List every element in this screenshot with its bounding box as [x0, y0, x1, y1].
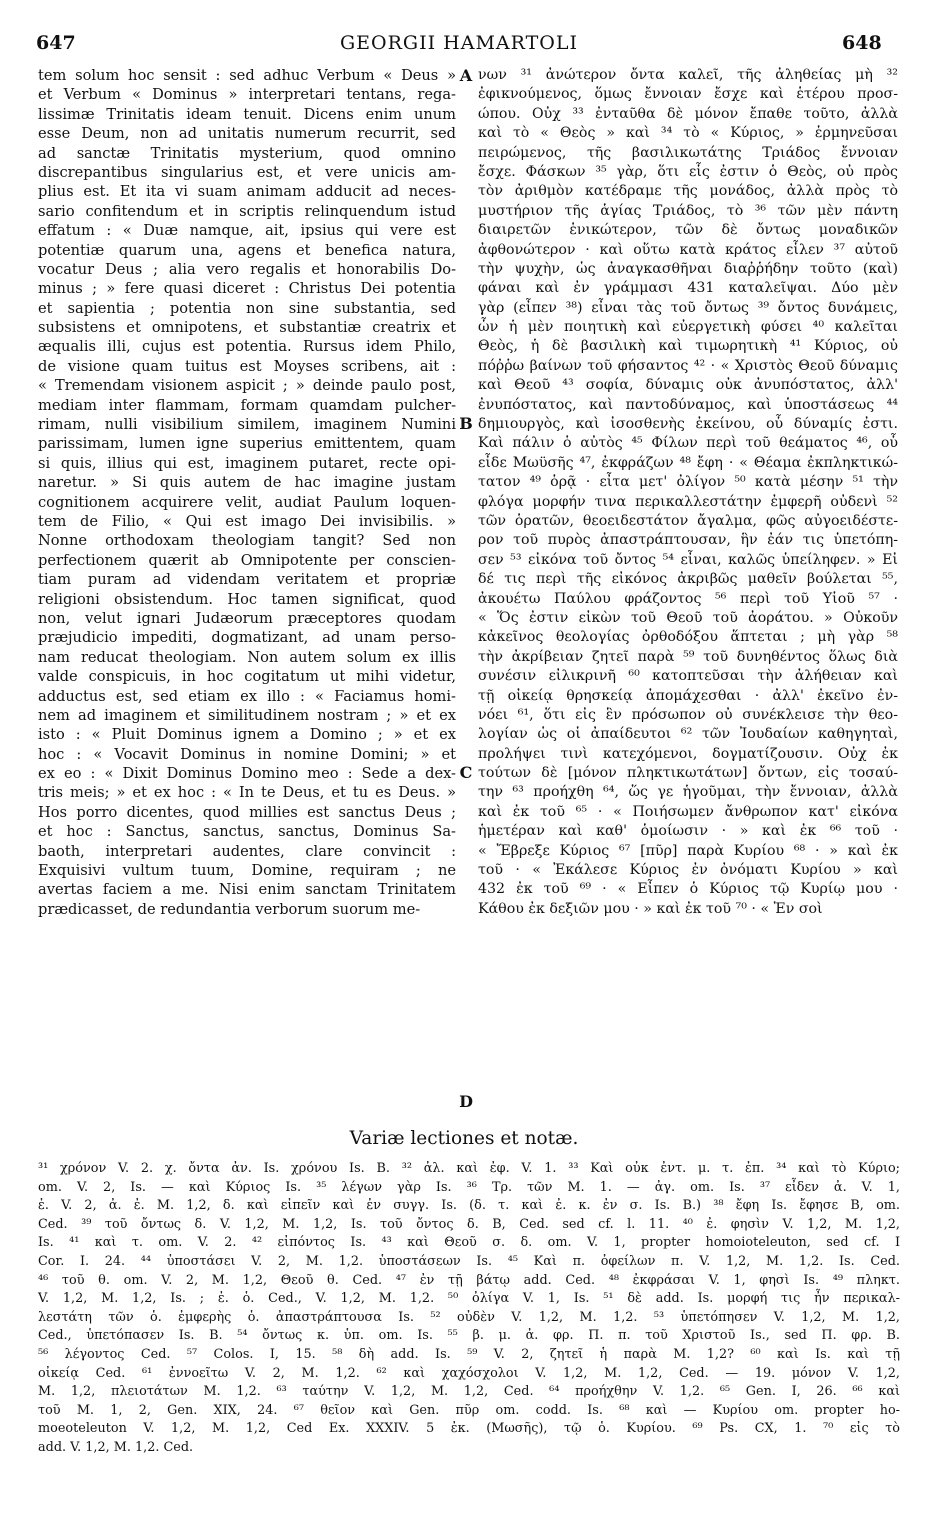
text-line: religioni obsistendum. Hoc tamen significat, quod — [38, 590, 456, 608]
margin-letter-c: C — [459, 763, 473, 782]
text-line: σεν ⁵³ εἰκόνα τοῦ ὄντος ⁵⁴ εἶναι, καλῶς ὑπείληφεν. » Εἰ — [478, 551, 898, 568]
text-line: φάναι καὶ ἐν γράμμασι 431 καταλεῖψαι. Δύο μὲν — [478, 280, 898, 297]
text-line: prædicasset, de redundantia verborum suorum me- — [38, 900, 421, 918]
text-line: hoc : « Vocavit Dominus in nomine Domini; » et — [38, 745, 456, 763]
note-line: om. V. 2, Is. — καὶ Κύριος Is. ³⁵ λέγων γὰρ Is. ³⁶ Τρ. τῶν M. 1. — ἀγ. om. Is. ³⁷ εἶδεν ἀ. V. 1, — [38, 1179, 900, 1195]
note-line: Cor. I. 24. ⁴⁴ ὑποστάσει V. 2, M. 1,2. ὑποστάσεων Is. ⁴⁵ Καὶ π. ὀφείλων π. V. 1,2, M. 1,2. Is. Ced. — [38, 1253, 900, 1269]
text-line: ἡμετέραν καὶ καθ' ὁμοίωσιν · » καὶ ἐκ ⁶⁶ τοῦ · — [478, 823, 898, 840]
note-line: τοῦ M. 1, 2, Gen. XIX, 24. ⁶⁷ θεῖον καὶ Gen. πῦρ om. codd. Is. ⁶⁸ καὶ — Κυρίου om. propter ho- — [38, 1402, 900, 1418]
text-line: ώπου. Οὐχ ³³ ἐνταῦθα δὲ μόνον ἔπαθε τοῦτο, ἀλλὰ — [478, 105, 898, 122]
text-line: Κάθου ἐκ δεξιῶν μου · » καὶ ἐκ τοῦ ⁷⁰ · « Ἐν σοὶ — [478, 900, 823, 917]
text-line: λογίαν ὡς οἱ ἀπαίδευτοι ⁶² τῶν Ἰουδαίων καθηγηταὶ, — [478, 726, 898, 743]
text-line: æqualis illi, cujus est potentia. Rursus idem Philo, — [38, 338, 456, 356]
text-line: ρον τοῦ πυρὸς ἀπαστράπτουσαν, ἣν ἐάν τις ὑπετόπη- — [478, 532, 898, 549]
text-line: et sapientia ; potentia non sine substantia, sed — [38, 299, 456, 317]
text-line: tem solum hoc sensit : sed adhuc Verbum « Deus » — [38, 67, 456, 84]
note-line: Is. ⁴¹ καὶ τ. om. V. 2. ⁴² εἰπόντος Is. ⁴³ καὶ Θεοῦ σ. δ. om. V. 1, propter homoioteleuton, sed cf. I — [38, 1235, 900, 1251]
notes-title: Variæ lectiones et notæ. — [349, 1128, 579, 1149]
note-line: Ced., ὑπετόπασεν Is. B. ⁵⁴ ὄντως κ. ὑπ. om. Is. ⁵⁵ β. μ. ἀ. φρ. Π. π. τοῦ Χριστοῦ Is., sed Π. φρ. B. — [38, 1328, 900, 1344]
text-line: et Verbum « Dominus » interpretari tentans, rega- — [38, 86, 456, 104]
text-line: διαιρετῶν ἑνικώτερον, τῶν δὲ ὄντως μοναδικῶν — [478, 222, 898, 239]
note-line: ⁴⁶ τοῦ θ. om. V. 2, M. 1,2, Θεοῦ θ. Ced. ⁴⁷ ἐν τῇ βάτῳ add. Ced. ⁴⁸ ἐκφράσαι V. 1, φησὶ Is. ⁴⁹ πληκτ. — [38, 1272, 900, 1288]
note-line: οἰκείᾳ Ced. ⁶¹ ἐννοεῖτω V. 2, M. 1,2. ⁶² καὶ χαχόσχολοι V. 1,2, M. 1,2, Ced. — 19. μόνον V. 1,2, — [38, 1365, 900, 1381]
margin-letter-b: B — [459, 414, 473, 433]
text-line: minus ; » fere quasi diceret : Christus Dei potentia — [38, 280, 456, 298]
text-line: plius est. Et ita vi suam animam adducit ad neces- — [38, 183, 456, 201]
text-line: καὶ Θεοῦ ⁴³ σοφία, δύναμις οὐκ ἀνυπόστατος, ἀλλ' — [478, 377, 898, 394]
text-line: ἀκουέτω Παύλου φράζοντος ⁵⁶ περὶ τοῦ Υἱοῦ ⁵⁷ · — [478, 590, 898, 607]
text-line: συνέσιν εἰλικρινῆ ⁶⁰ κατοπτεῦσαι τὴν ἀλήθειαν καὶ — [478, 668, 898, 685]
text-line: esse Deum, non ad unitatis numerum recurrit, sed — [38, 125, 456, 143]
note-line: λεστάτη τῶν ὁ. ἐμφερὴς ὁ. ἀπαστράπτουσα Is. ⁵² οὐδὲν V. 1,2, M. 1,2. ⁵³ ὑπετόπησεν V. 1,2, M. 1,2, — [38, 1309, 900, 1325]
text-line: γὰρ (εἶπεν ³⁸) εἶναι τὰς τοῦ ὄντως ³⁹ ὄντος δυνάμεις, — [478, 299, 898, 316]
text-line: τὸν ἀριθμὸν κατέδραμε τῆς μονάδος, ἀλλὰ πρὸς τὸ — [478, 183, 898, 200]
text-line: τῶν ὁρατῶν, θεοειδεστάτον ἄγαλμα, φῶς αὐγοειδέστε- — [478, 512, 898, 529]
text-line: valde conspicuis, in hoc cogitatum ut mihi videtur, — [38, 668, 456, 686]
text-line: subsistens et omnipotens, et substantiæ creatrix et — [38, 319, 456, 337]
text-line: πόῤῥω βαίνων τοῦ φήσαντος ⁴² · « Χριστὸς Θεοῦ δύναμις — [478, 357, 898, 374]
text-line: tris meis; » et ex hoc : « In te Deus, et tu es Deus. » — [38, 784, 456, 802]
text-line: ἀφθονώτερον · καὶ οὕτω κατὰ κράτος εἷλεν ³⁷ αὐτοῦ — [478, 241, 898, 258]
text-line: δημιουργὸς, καὶ ἰσοσθενὴς ἐκείνου, οὗ δύναμίς ἐστι. — [478, 416, 898, 433]
text-line: Καὶ πάλιν ὁ αὐτὸς ⁴⁵ Φίλων περὶ τοῦ θεάματος ⁴⁶, οὗ — [478, 435, 898, 452]
text-line: cognitionem acquirere velit, audiat Paulum loquen- — [38, 493, 456, 511]
text-line: discrepantibus singularius est, et vere unicis am- — [38, 163, 456, 181]
text-line: ἐνυπόστατος, καὶ παντοδύναμος, καὶ ὑποστάσεως ⁴⁴ — [478, 396, 898, 413]
text-line: την ⁶³ προήχθη ⁶⁴, ὥς γε ἡγοῦμαι, τὴν ἔννοιαν, ἀλλὰ — [478, 784, 898, 801]
variant-readings — [38, 1160, 900, 1458]
note-line: Ced. ³⁹ τοῦ ὄντως δ. V. 1,2, M. 1,2, Is. τοῦ ὄντος δ. B, Ced. sed cf. l. 11. ⁴⁰ ἐ. φησὶν V. 1,2, M. 1,2, — [38, 1216, 900, 1232]
text-line: effatum : « Duæ namque, ait, ipsius qui vere est — [38, 222, 456, 240]
text-line: νόει ⁶¹, ὅτι εἰς ἓν πρόσωπον οὐ συνέκλεισε τὴν θεο- — [478, 706, 898, 723]
note-line: V. 1,2, M. 1,2, Is. ; ἐ. ὁ. Ced., V. 1,2, M. 1,2. ⁵⁰ ὀλίγα V. 1, Is. ⁵¹ δὲ add. Is. μορφή τις ἦν περικαλ- — [38, 1291, 900, 1307]
running-header — [0, 32, 928, 60]
text-line: 432 ἐκ τοῦ ⁶⁹ · « Εἶπεν ὁ Κύριος τῷ Κυρίῳ μου · — [478, 881, 898, 898]
latin-column — [38, 66, 456, 919]
page-number-left: 647 — [36, 32, 76, 54]
text-line: ἔσχε. Φάσκων ³⁵ γὰρ, ὅτι εἷς ἐστιν ὁ Θεὸς, οὐ πρὸς — [478, 163, 898, 180]
text-line: νων ³¹ ἀνώτερον ὄντα καλεῖ, τῆς ἀληθείας μὴ ³² — [478, 67, 898, 83]
text-line: sario confitendum et in scriptis relinquendum istud — [38, 202, 456, 220]
text-line: lissimæ Trinitatis ideam tenuit. Dicens enim unum — [38, 105, 456, 123]
text-line: Θεὸς, ἡ δὲ βασιλικὴ καὶ τιμωρητικὴ ⁴¹ Κύριος, οὐ — [478, 338, 898, 355]
text-line: si quis, illius qui est, imaginem putaret, recte opi- — [38, 454, 456, 472]
text-line: τὴν ψυχὴν, ὡς ἀναγκασθῆναι διαῤῥήδην τοῦτο (καὶ) — [478, 260, 898, 277]
note-line: ⁵⁶ λέγοντος Ced. ⁵⁷ Colos. I, 15. ⁵⁸ δὴ add. Is. ⁵⁹ V. 2, ζητεῖ ἡ παρὰ M. 1,2? ⁶⁰ καὶ Is. καὶ τῇ — [38, 1346, 900, 1362]
text-line: φλόγα μορφήν τινα περικαλλεστάτην ἐμφερῆ οὐδενὶ ⁵² — [478, 493, 898, 510]
text-line: ad sanctæ Trinitatis mysterium, quod omnino — [38, 144, 456, 162]
text-line: tiam puram ad videndam veritatem et propriæ — [38, 571, 456, 589]
text-line: « Ἔβρεξε Κύριος ⁶⁷ [πῦρ] παρὰ Κυρίου ⁶⁸ · » καὶ ἐκ — [478, 842, 898, 859]
text-line: τατον ⁴⁹ ὁρᾷ · εἶτα μετ' ὀλίγον ⁵⁰ κατὰ μέσην ⁵¹ τὴν — [478, 474, 898, 491]
text-line: Exquisivi vultum tuum, Domine, requiram ; ne — [38, 862, 456, 880]
text-line: adductus est, sed etiam ex illo : « Faciamus homi- — [38, 687, 456, 705]
text-line: πειρώμενος, τῆς βασιλικωτάτης Τριάδος ἔννοιαν — [478, 144, 898, 161]
text-line: τῇ οἰκείᾳ θρησκείᾳ ἀπομάχεσθαι · ἀλλ' ἐκεῖνο ἐν- — [478, 687, 898, 704]
text-line: Hos porro dicentes, quod millies est sanctus Deus ; — [38, 803, 456, 821]
running-title: GEORGII HAMARTOLI — [340, 32, 578, 54]
text-line: et hoc : Sanctus, sanctus, sanctus, Dominus Sa- — [38, 823, 456, 841]
text-line: καὶ τὸ « Θεὸς » καὶ ³⁴ τὸ « Κύριος, » ἑρμηνεῦσαι — [478, 125, 898, 142]
text-line: isto : « Pluit Dominus ignem a Domino ; » et ex — [38, 726, 456, 744]
greek-column — [478, 66, 898, 919]
text-line: καὶ ἐκ τοῦ ⁶⁵ · « Ποιήσωμεν ἄνθρωπον κατ' εἰκόνα — [478, 803, 898, 820]
text-line: præjudicio impediti, dogmatizant, ad unam perso- — [38, 629, 456, 647]
text-line: κἀκεῖνος θεολογίας ὀρθοδόξου ἅπτεται ; μὴ γὰρ ⁵⁸ — [478, 629, 898, 646]
text-line: τούτων δὲ [μόνον πληκτικωτάτων] ὄντων, εἰς τοσαύ- — [478, 765, 898, 782]
text-line: perfectionem quærit ab Omnipotente per conscien- — [38, 551, 456, 569]
text-line: εἶδε Μωϋσῆς ⁴⁷, ἐκφράζων ⁴⁸ ἔφη · « Θέαμα ἐκπληκτικώ- — [478, 454, 898, 471]
text-line: mediam inter flammam, formam quamdam pulcher- — [38, 396, 456, 414]
text-line: potentiæ quarum una, agens et benefica natura, — [38, 241, 456, 259]
note-line: add. V. 1,2, M. 1,2. Ced. — [38, 1439, 194, 1455]
text-line: τοῦ · « Ἐκάλεσε Κύριος ἐν ὀνόματι Κυρίου » καὶ — [478, 862, 898, 879]
note-line: moeoteleuton V. 1,2, M. 1,2, Ced Ex. XXXIV. 5 ἐκ. (Μωσῆς), τῷ ὁ. Κυρίου. ⁶⁹ Ps. CX, 1. ⁷⁰ εἰς τὸ — [38, 1421, 900, 1437]
text-line: nem ad imaginem et similitudinem nostram ; » et ex — [38, 706, 456, 724]
text-line: nam reducat theologiam. Non autem solum ex illis — [38, 648, 456, 666]
text-line: ὧν ἡ μὲν ποιητικὴ καὶ εὐεργετικὴ φύσει ⁴⁰ καλεῖται — [478, 319, 898, 336]
text-line: tem de Filio, « Qui est imago Dei invisibilis. » — [38, 512, 456, 530]
text-line: non, velut ignari Judæorum præceptores quodam — [38, 609, 456, 627]
text-line: baoth, interpretari audentes, clare convincit : — [38, 842, 456, 860]
text-line: rimam, nulli visibilium similem, imaginem Numini — [38, 416, 456, 434]
text-line: « Ὅς ἐστιν εἰκὼν τοῦ Θεοῦ τοῦ ἀοράτου. » Οὐκοῦν — [478, 609, 898, 626]
text-line: parissimam, lumen igne superius emittentem, quam — [38, 435, 456, 453]
text-line: ἐφικνούμενος, ὅμως ἔννοιαν ἔσχε καὶ ἑτέρου προσ- — [478, 86, 898, 103]
margin-letter-a: A — [459, 66, 473, 85]
page-number-right: 648 — [842, 32, 882, 54]
note-line: M. 1,2, πλειοτάτων M. 1,2. ⁶³ ταύτην V. 1,2, M. 1,2, Ced. ⁶⁴ προήχθην V. 1,2. ⁶⁵ Gen. I, 26. ⁶⁶ καὶ — [38, 1384, 900, 1400]
text-line: avertas faciem a me. Nisi enim sanctam Trinitatem — [38, 881, 456, 899]
margin-letter-d: D — [459, 1092, 473, 1111]
text-line: « Tremendam visionem aspicit ; » deinde paulo post, — [38, 377, 456, 395]
text-line: vocatur Deus ; alia vero regalis et honorabilis Do- — [38, 260, 456, 278]
text-line: de visione quam tuitus est Moyses scribens, ait : — [38, 357, 456, 375]
text-line: τὴν ἀκρίβειαν ζητεῖ παρὰ ⁵⁹ τοῦ δυνηθέντος ὅλως διὰ — [478, 648, 898, 665]
note-line: ἐ. V. 2, ἀ. ἐ. M. 1,2, δ. καὶ εἰπεῖν καὶ ἐν συγγ. Is. (δ. τ. καὶ ἐ. κ. ἐν σ. Is. B.) ³⁸ ἔφη Is. ἔφησε B, om. — [38, 1198, 900, 1214]
text-line: naretur. » Si quis autem de hac imagine justam — [38, 474, 456, 492]
text-line: δέ τις περὶ τῆς εἰκόνος ἀκριβῶς μαθεῖν βούλεται ⁵⁵, — [478, 571, 898, 588]
text-line: Nonne orthodoxam theologiam tangit? Sed non — [38, 532, 456, 550]
text-line: προλήψει τινὶ κατεχόμενοι, δογματίζουσιν. Οὐχ ἐκ — [478, 745, 898, 762]
note-line: ³¹ χρόνον V. 2. χ. ὄντα ἀν. Is. χρόνου Is. B. ³² ἀλ. καὶ ἐφ. V. 1. ³³ Καὶ οὐκ ἐντ. μ. τ. ἐπ. ³⁴ καὶ τὸ Κύριο; — [38, 1161, 900, 1176]
text-line: μυστήριον τῆς ἁγίας Τριάδος, τὸ ³⁶ τῶν μὲν πάντη — [478, 202, 898, 219]
text-line: ex eo : « Dixit Dominus Domino meo : Sede a dex- — [38, 765, 456, 783]
